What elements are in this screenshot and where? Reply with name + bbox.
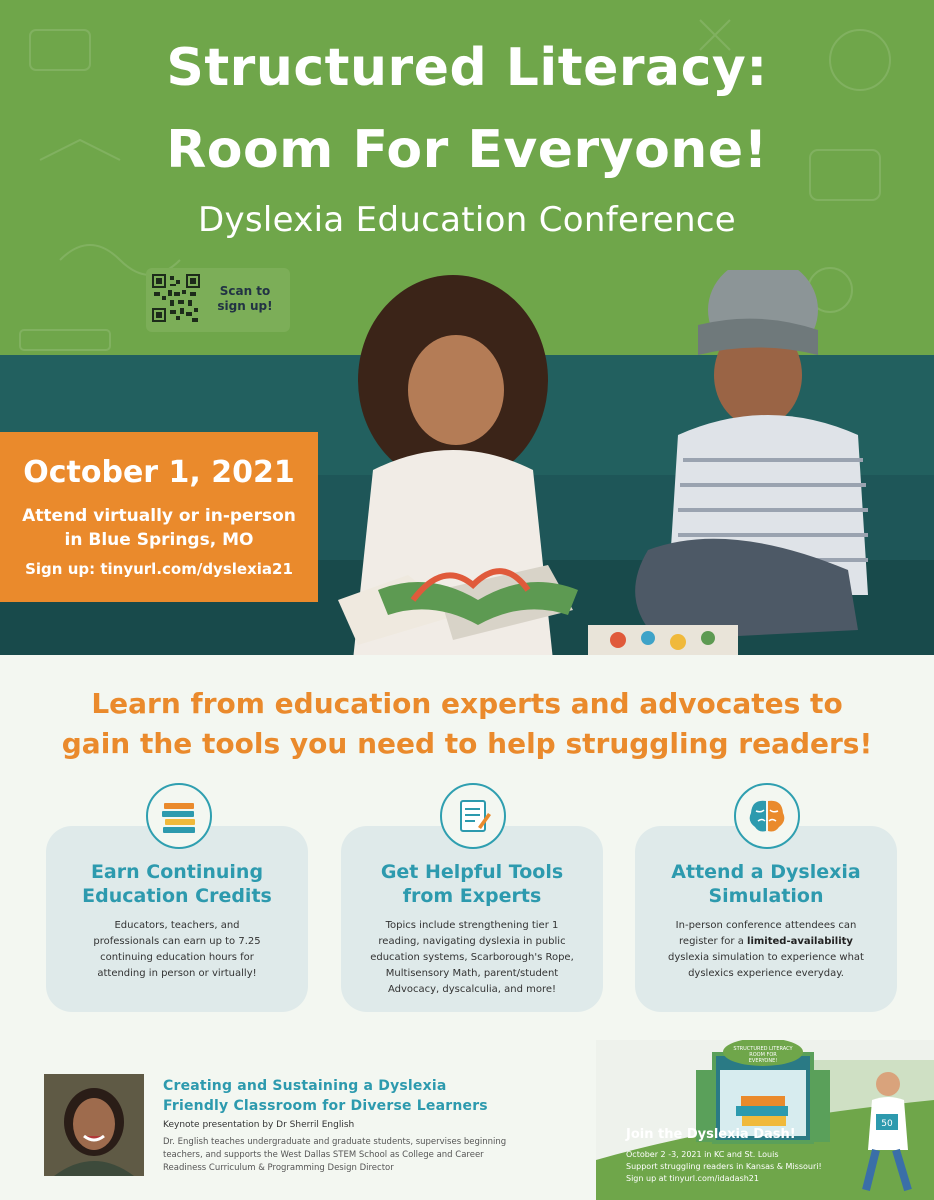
dash-info-line: October 2 -3, 2021 in KC and St. Louis (626, 1150, 779, 1159)
title-line-2: Room For Everyone! (166, 120, 768, 180)
dash-signup-link[interactable]: Sign up at tinyurl.com/idadash21 (626, 1174, 759, 1183)
card-dyslexia-simulation (635, 826, 897, 1012)
card-title-line-2: from Experts (402, 885, 542, 907)
card-body (58, 918, 296, 982)
card-body-line: Educators, teachers, and (114, 920, 240, 931)
card-continuing-education (46, 826, 308, 1012)
card-body-emphasis: limited-availability (747, 936, 853, 947)
card-body-line: professionals can earn up to 7.25 (93, 936, 261, 947)
qr-signup-box[interactable] (146, 268, 290, 332)
books-icon (146, 783, 212, 849)
card-body-line: attending in person or virtually! (97, 968, 257, 979)
event-date: October 1, 2021 (23, 455, 295, 490)
keynote-presenter: Keynote presentation by Dr Sherril English (163, 1120, 355, 1130)
card-body-line: continuing education hours for (100, 952, 254, 963)
keynote-bio-line: Dr. English teaches undergraduate and graduate students, supervises beginning (163, 1137, 507, 1147)
dash-sign-line-3: EVERYONE! (748, 1058, 778, 1064)
card-title-line-1: Earn Continuing (90, 861, 264, 883)
qr-label (210, 284, 280, 314)
conference-subtitle: Dyslexia Education Conference (197, 200, 737, 240)
qr-label-line-2: sign up! (217, 299, 273, 313)
card-title-line-2: Simulation (708, 885, 824, 907)
card-body (647, 918, 885, 982)
card-body-text: register for a (679, 936, 748, 947)
keynote-bio-line: teachers, and supports the West Dallas STEM School as College and Career (163, 1150, 484, 1160)
keynote-title-line-1: Creating and Sustaining a Dyslexia (163, 1078, 447, 1094)
card-body-line: Topics include strengthening tier 1 (385, 920, 559, 931)
title-line-1: Structured Literacy: (166, 38, 768, 98)
card-body-line: reading, navigating dyslexia in public (378, 936, 566, 947)
dash-sign-line-1: STRUCTURED LITERACY (733, 1046, 793, 1052)
notepad-icon (440, 783, 506, 849)
headline-line-1: Learn from education experts and advocates to (91, 687, 843, 720)
qr-label-line-1: Scan to (219, 284, 271, 298)
runner-bib-number: 50 (881, 1119, 893, 1129)
qr-code-icon[interactable] (152, 274, 200, 322)
children-reading-photo (318, 270, 878, 655)
card-title-line-1: Get Helpful Tools (380, 861, 564, 883)
attend-line-1: Attend virtually or in-person (22, 506, 296, 526)
card-helpful-tools (341, 826, 603, 1012)
brain-icon (734, 783, 800, 849)
card-title-line-1: Attend a Dyslexia (671, 861, 861, 883)
dash-title: Join the Dyslexia Dash! (626, 1127, 796, 1142)
dash-info-line: Support struggling readers in Kansas & Missouri! (626, 1162, 822, 1171)
headline-line-2: gain the tools you need to help struggling readers! (61, 727, 873, 760)
card-title-line-2: Education Credits (82, 885, 272, 907)
card-body-line: Advocacy, dyscalculia, and more! (387, 984, 557, 995)
card-body-line: In-person conference attendees can (675, 920, 857, 931)
keynote-bio-line: Readiness Curriculum & Programming Design Director (163, 1163, 394, 1173)
card-body (353, 918, 591, 998)
keynote-title-line-2: Friendly Classroom for Diverse Learners (163, 1098, 488, 1114)
card-body-line: dyslexia simulation to experience what (668, 952, 864, 963)
dash-sign-line-2: ROOM FOR (749, 1052, 777, 1058)
card-body-line: education systems, Scarborough's Rope, (370, 952, 574, 963)
attend-line-2: in Blue Springs, MO (64, 530, 254, 550)
signup-link[interactable]: Sign up: tinyurl.com/dyslexia21 (25, 560, 293, 578)
card-body-line: Multisensory Math, parent/student (385, 968, 559, 979)
keynote-speaker-photo (44, 1074, 144, 1176)
card-body-line (647, 934, 885, 950)
card-body-line: dyslexics experience everyday. (688, 968, 844, 979)
